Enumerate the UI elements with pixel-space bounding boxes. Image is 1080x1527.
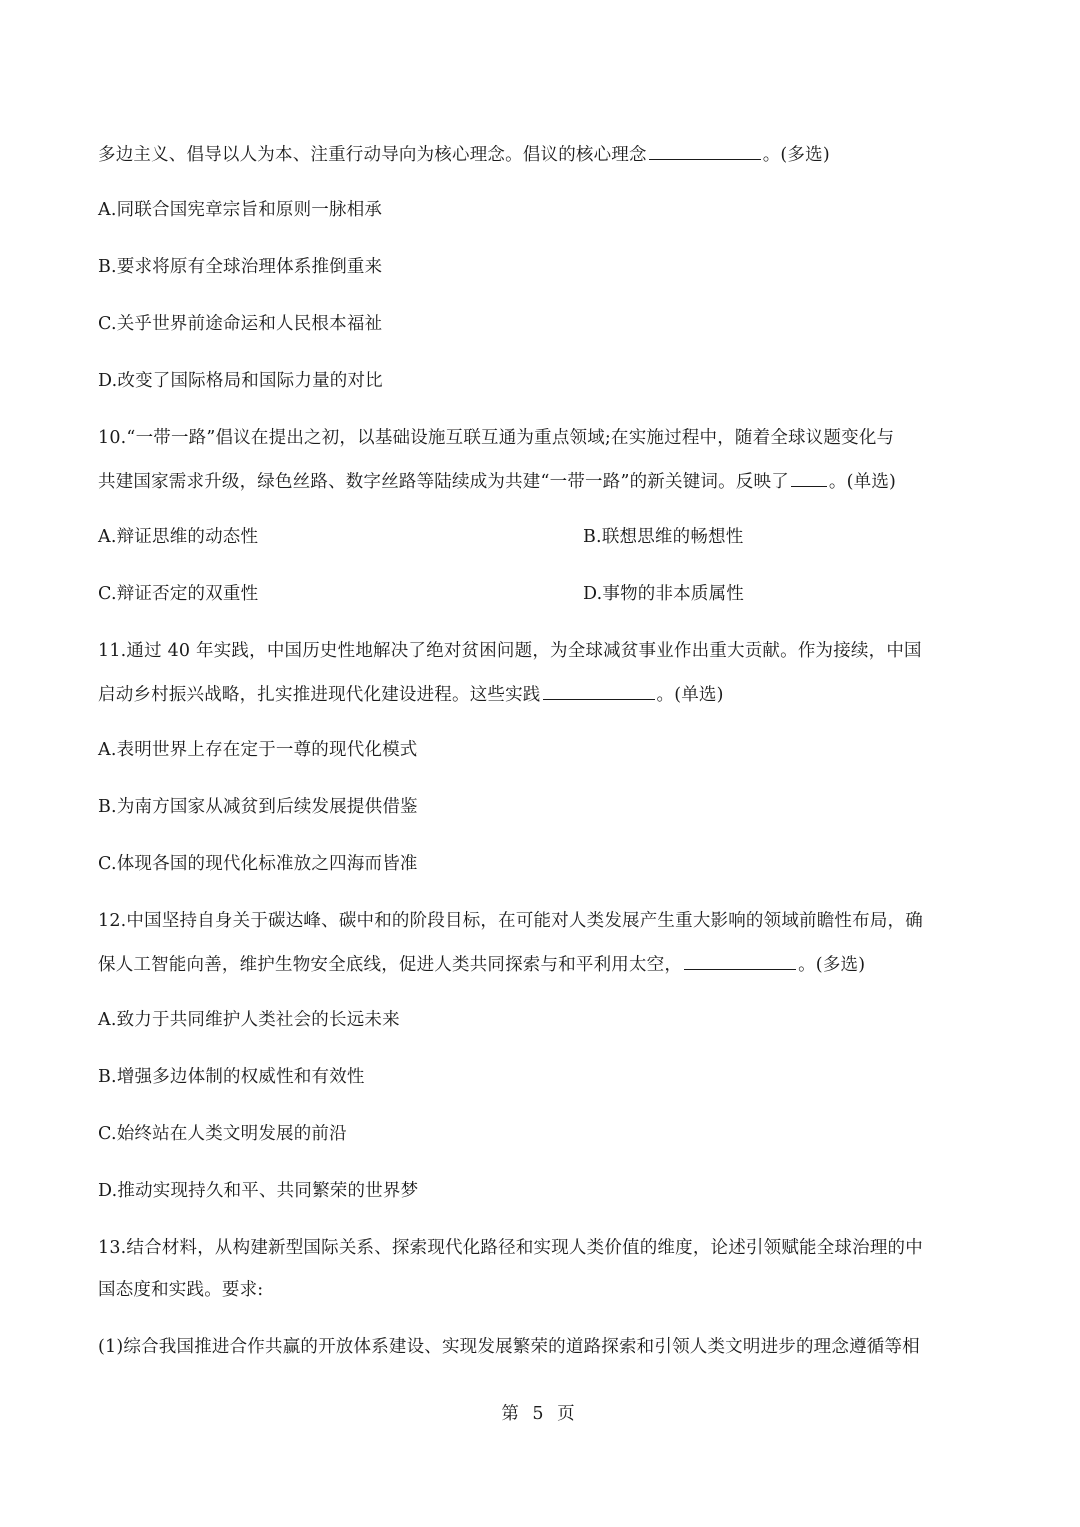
question-13-stem-line-1: 13.结合材料，从构建新型国际关系、探索现代化路径和实现人类价值的维度，论述引领赋能全球治理的中 xyxy=(98,1238,923,1258)
question-11-stem-line-1: 11.通过 40 年实践，中国历史性地解决了绝对贫困问题，为全球减贫事业作出重大贡献。作为接续，中国 xyxy=(98,641,922,661)
answer-blank xyxy=(684,951,796,970)
question-12-stem-line-1: 12.中国坚持自身关于碳达峰、碳中和的阶段目标，在可能对人类发展产生重大影响的领域前瞻性布局，确 xyxy=(98,911,923,931)
question-10-option-a: A.辩证思维的动态性 xyxy=(98,527,259,547)
question-9-stem-text: 多边主义、倡导以人为本、注重行动导向为核心理念。倡议的核心理念 xyxy=(98,145,647,165)
question-9-option-c: C.关乎世界前途命运和人民根本福祉 xyxy=(98,314,383,334)
question-10-option-c: C.辩证否定的双重性 xyxy=(98,584,259,604)
question-11-type: 。(单选) xyxy=(656,685,724,705)
question-12-stem-line-2 xyxy=(98,951,988,977)
question-12-type: 。(多选) xyxy=(798,955,866,975)
question-9-stem xyxy=(98,141,988,167)
answer-blank xyxy=(649,141,761,160)
question-12-option-a: A.致力于共同维护人类社会的长远未来 xyxy=(98,1010,400,1030)
question-11-stem-line-2 xyxy=(98,681,988,707)
question-9-option-b: B.要求将原有全球治理体系推倒重来 xyxy=(98,257,383,277)
question-11-option-c: C.体现各国的现代化标准放之四海而皆准 xyxy=(98,854,418,874)
question-11-option-b: B.为南方国家从减贫到后续发展提供借鉴 xyxy=(98,797,418,817)
answer-blank xyxy=(543,681,655,700)
question-9-type: 。(多选) xyxy=(762,145,830,165)
question-9-option-a: A.同联合国宪章宗旨和原则一脉相承 xyxy=(98,200,383,220)
question-10-type: 。(单选) xyxy=(828,472,897,492)
page-number: 第 5 页 xyxy=(501,1404,579,1424)
question-10-stem-text: 共建国家需求升级，绿色丝路、数字丝路等陆续成为共建“一带一路”的新关键词。反映了 xyxy=(98,472,789,492)
question-10-option-d: D.事物的非本质属性 xyxy=(583,584,744,604)
question-12-option-d: D.推动实现持久和平、共同繁荣的世界梦 xyxy=(98,1181,419,1201)
question-10-stem-line-2 xyxy=(98,468,988,494)
answer-blank xyxy=(791,468,827,487)
question-10-stem-line-1: 10.“一带一路”倡议在提出之初，以基础设施互联互通为重点领域;在实施过程中，随着全球议题变化与 xyxy=(98,428,895,448)
question-11-stem-text: 启动乡村振兴战略，扎实推进现代化建设进程。这些实践 xyxy=(98,685,541,705)
question-10-option-b: B.联想思维的畅想性 xyxy=(583,527,744,547)
question-12-option-b: B.增强多边体制的权威性和有效性 xyxy=(98,1067,365,1087)
question-12-option-c: C.始终站在人类文明发展的前沿 xyxy=(98,1124,347,1144)
question-12-stem-text: 保人工智能向善，维护生物安全底线，促进人类共同探索与和平利用太空， xyxy=(98,955,683,975)
question-13-stem-line-2: 国态度和实践。要求: xyxy=(98,1280,264,1300)
question-9-option-d: D.改变了国际格局和国际力量的对比 xyxy=(98,371,383,391)
question-11-option-a: A.表明世界上存在定于一尊的现代化模式 xyxy=(98,740,418,760)
question-13-requirement-1: (1)综合我国推进合作共赢的开放体系建设、实现发展繁荣的道路探索和引领人类文明进步的理念遵循等相 xyxy=(98,1337,920,1357)
